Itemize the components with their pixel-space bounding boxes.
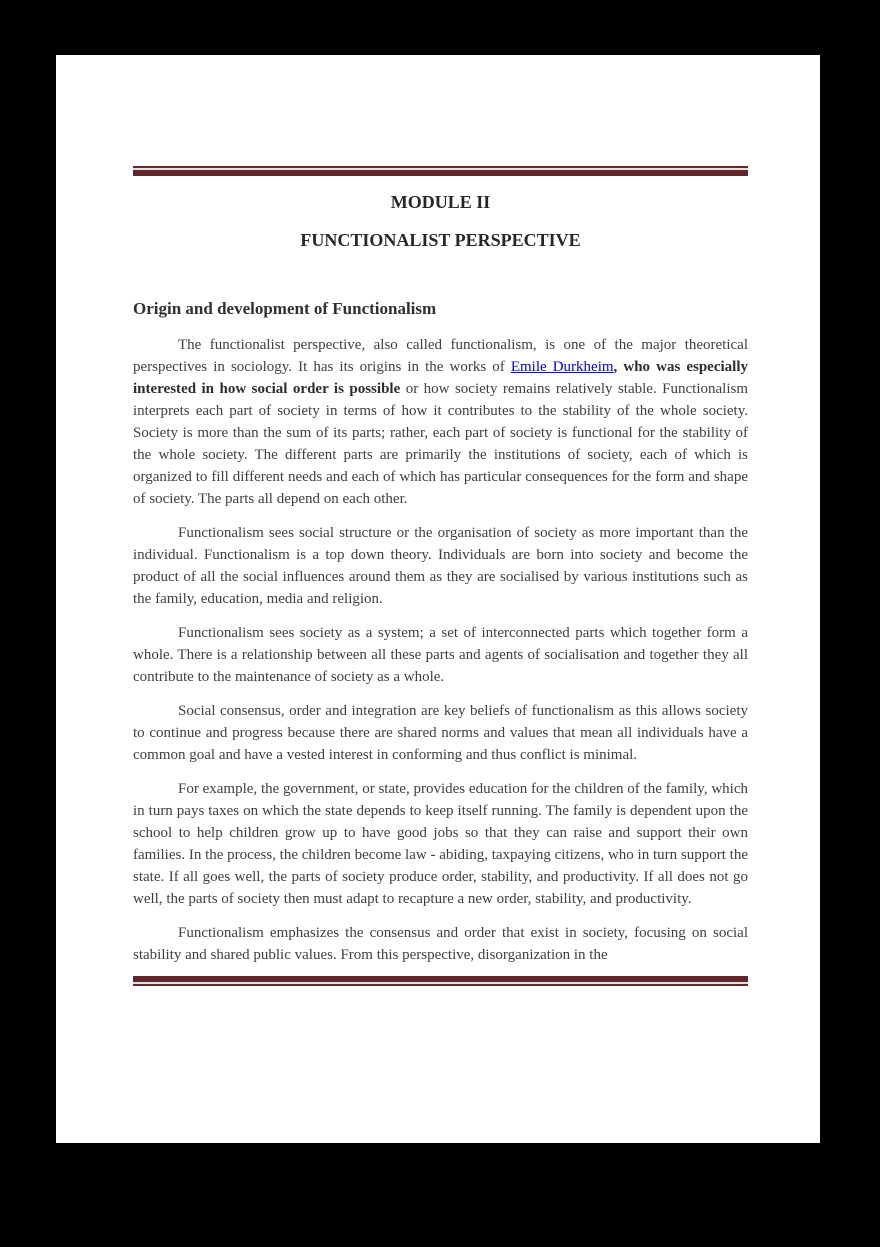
paragraph-example: For example, the government, or state, provides education for the children of the family, which in turn pays taxes on which the state depends to keep itself running. The family is dependent upon the school to help children grow up to have good jobs so that they can raise and support their own families. In the process, the children become law - abiding, taxpaying citizens, who in turn support the state. If all goes well, the parts of society produce order, stability, and productivity. If all does not go well, the parts of society then must adapt to recapture a new order, stability, and productivity. — [133, 781, 748, 907]
paragraph-consensus: Social consensus, order and integration are key beliefs of functionalism as this allows society to continue and progress because there are shared norms and values that mean all individuals have a common goal and have a vested interest in conforming and thus conflict is minimal. — [133, 703, 748, 763]
paragraph-system: Functionalism sees society as a system; a set of interconnected parts which together form a whole. There is a relationship between all these parts and agents of socialisation and together they all contribute to the maintenance of society as a whole. — [133, 625, 748, 685]
paragraph-bold-text: , who was especially interested in how social order is possible — [133, 359, 749, 397]
module-subtitle: FUNCTIONALIST PERSPECTIVE — [300, 230, 581, 250]
bottom-decorative-rule — [133, 976, 748, 986]
emile-durkheim-link[interactable]: Emile Durkheim — [510, 359, 614, 375]
paragraph-text: The functionalist perspective, also called functionalism, is one of the major theoretical perspectives in sociology. It has its origins in the works of — [133, 337, 748, 375]
paragraph-origin-1 — [133, 334, 748, 510]
paragraph-emphasis: Functionalism emphasizes the consensus and order that exist in society, focusing on social stability and shared public values. From this perspective, disorganization in the — [133, 925, 748, 963]
top-decorative-rule — [133, 166, 748, 176]
module-title: MODULE II — [390, 192, 491, 212]
document-page — [56, 55, 820, 1143]
paragraph-structure: Functionalism sees social structure or the organisation of society as more important than the individual. Functionalism is a top down theory. Individuals are born into society and become the product of all the social influences around them as they are socialised by various institutions such as the family, education, media and religion. — [133, 525, 748, 607]
section-heading: Origin and development of Functionalism — [133, 299, 437, 318]
paragraph-text: or how society remains relatively stable. Functionalism interprets each part of society in terms of how it contributes to the stability of the whole society. Society is more than the sum of its parts; rather, each part of society is functional for the stability of the whole society. The different parts are primarily the institutions of society, each of which is organized to fill different needs and each of which has particular consequences for the form and shape of society. The parts all depend on each other. — [133, 381, 748, 507]
